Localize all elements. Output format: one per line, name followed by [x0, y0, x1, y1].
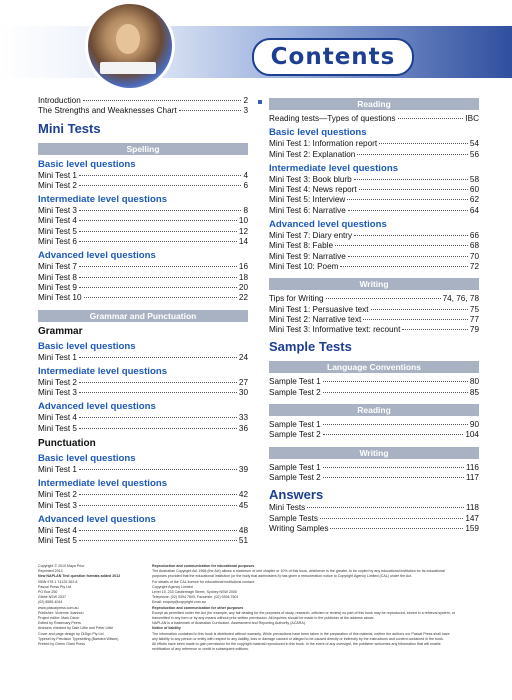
toc-row[interactable]: [38, 171, 248, 181]
toc-row[interactable]: [38, 206, 248, 216]
toc-page: 72: [469, 261, 479, 271]
footer-line: purposes provided that the educational institution (or the body that administers it) has given a remuneration notice to Copyright Agency Limited (CAL) under the Act.: [152, 574, 413, 579]
sample-writing-band: Writing: [269, 447, 479, 459]
toc-row[interactable]: [269, 206, 479, 216]
reading-basic-heading: Basic level questions: [269, 127, 367, 139]
toc-row-writing-tips[interactable]: [269, 294, 479, 304]
spelling-basic-heading: Basic level questions: [38, 158, 136, 170]
footer-line: Reproduction and communication for educational purposes: [152, 564, 255, 568]
toc-label: Mini Test 7:: [269, 231, 311, 241]
toc-page: 12: [238, 226, 248, 236]
footer-line: Copyright Agency Limited: [152, 584, 193, 589]
left-column: [38, 96, 248, 547]
leader-dots: [347, 199, 468, 200]
footer-line: Copyright © 2010 Maya Prior: [38, 564, 85, 568]
leader-dots: [348, 210, 468, 211]
leader-dots: [79, 185, 241, 186]
spelling-band: Spelling: [38, 143, 248, 155]
toc-page: 70: [469, 251, 479, 261]
toc-label: Mini Test 3:: [269, 325, 311, 335]
toc-label: Mini Test 5: [38, 423, 77, 433]
leader-dots: [363, 319, 468, 320]
toc-page: IBC: [465, 114, 479, 123]
toc-row[interactable]: [38, 378, 248, 388]
column-divider-marker: [258, 100, 262, 104]
toc-page: 30: [238, 388, 248, 398]
toc-row[interactable]: [269, 195, 479, 205]
leader-dots: [79, 266, 237, 267]
footer-line: Pascal Press Pty Ltd: [38, 584, 72, 589]
writing-band: Writing: [269, 278, 479, 290]
leader-dots: [323, 434, 464, 435]
toc-page: 18: [238, 272, 248, 282]
toc-detail: Narrative: [312, 205, 346, 215]
grammar-punctuation-band: Grammar and Punctuation: [38, 310, 248, 322]
footer-line: All efforts have been made to gain permission for the copyright material reproduced in this book. In the event of any oversight, the publisher welcomes any information that will enable: [152, 642, 441, 647]
footer-line: New NAPLAN Test question formats added 2012: [38, 574, 121, 579]
punctuation-advanced-heading: Advanced level questions: [38, 513, 156, 525]
footer-line: Telephone: (02) 9394 7600, Facsimile: (02) 9394 7601: [152, 595, 239, 600]
leader-dots: [79, 417, 237, 418]
toc-page: 117: [465, 472, 479, 482]
right-column: [269, 96, 479, 534]
toc-page: 33: [238, 413, 248, 423]
toc-label: Reading tests—Types of questions: [269, 114, 396, 123]
toc-detail: Narrative: [312, 251, 346, 261]
toc-label: Introduction: [38, 96, 81, 105]
toc-label: Mini Test 9:: [269, 251, 311, 261]
footer-line: Glebe NSW 2037: [38, 595, 66, 600]
toc-label: Sample Test 2: [269, 387, 321, 397]
toc-label: Mini Test 4: [38, 525, 77, 535]
copyright-footer: [38, 564, 480, 694]
footer-line: Reprinted 2013: [38, 569, 63, 574]
toc-page: 20: [238, 282, 248, 292]
toc-label: Mini Test 4: [38, 216, 77, 226]
reading-band: Reading: [269, 98, 479, 110]
toc-row[interactable]: [38, 413, 248, 423]
leader-dots: [79, 392, 237, 393]
toc-page: 36: [238, 423, 248, 433]
toc-row[interactable]: [269, 175, 479, 185]
toc-row[interactable]: [38, 490, 248, 500]
leader-dots: [79, 231, 237, 232]
footer-line: www.pascalpress.com.au: [38, 605, 79, 610]
toc-row[interactable]: [38, 262, 248, 272]
leader-dots: [330, 528, 463, 529]
footer-line: For details of the CAL licence for educational institutions contact:: [152, 579, 255, 584]
footer-line: Email: enquiry@copyright.com.au: [152, 600, 206, 605]
toc-label: Mini Test 3: [38, 388, 77, 398]
toc-label: Mini Test 2:: [269, 149, 311, 159]
toc-page: 42: [238, 490, 248, 500]
leader-dots: [354, 179, 468, 180]
footer-line: The Australian Copyright Act 1968 (the Act) allows a maximum of one chapter or 10% of this book, whichever is the greater, to be copied by any educational institution for its educational: [152, 569, 445, 574]
toc-label: Sample Tests: [269, 513, 318, 523]
toc-label: Mini Test 5: [38, 536, 77, 546]
footer-line: Cover and page design by DiZign Pty Ltd: [38, 631, 104, 636]
toc-row[interactable]: [269, 514, 479, 524]
leader-dots: [83, 100, 242, 101]
toc-page: 14: [238, 237, 248, 247]
grammar-intermediate-heading: Intermediate level questions: [38, 365, 168, 377]
punctuation-heading: Punctuation: [38, 438, 96, 450]
toc-row[interactable]: [38, 273, 248, 283]
toc-label: Mini Test 8:: [269, 241, 311, 251]
leader-dots: [79, 287, 237, 288]
footer-line: Except as permitted under the Act (for example, any fair dealing for the purposes of study, research, criticism or review) no part of this book may be reproduced, stored in a retrieval system, or: [152, 610, 455, 615]
toc-label: Mini Test 1: [38, 170, 77, 180]
toc-row[interactable]: [38, 526, 248, 536]
toc-page: 27: [238, 377, 248, 387]
toc-label: Mini Test 6:: [269, 205, 311, 215]
footer-line: Publisher: Vivienne Joannou: [38, 610, 84, 615]
leader-dots: [323, 392, 468, 393]
toc-label: Mini Test 2: [38, 377, 77, 387]
toc-detail: Book blurb: [312, 174, 352, 184]
footer-line: Printed by Green Giant Press: [38, 642, 85, 647]
toc-row[interactable]: [269, 524, 479, 534]
leader-dots: [323, 477, 464, 478]
toc-label: Sample Test 1: [269, 377, 321, 387]
toc-row[interactable]: [269, 473, 479, 483]
toc-label: Mini Test 3: [38, 500, 77, 510]
toc-page: 39: [238, 465, 248, 475]
toc-row[interactable]: [38, 181, 248, 191]
toc-row[interactable]: [269, 503, 479, 513]
leader-dots: [84, 297, 237, 298]
toc-label: Mini Test 3: [38, 206, 77, 216]
leader-dots: [79, 220, 237, 221]
toc-row[interactable]: [269, 420, 479, 430]
reading-intermediate-heading: Intermediate level questions: [269, 162, 399, 174]
spelling-intermediate-heading: Intermediate level questions: [38, 194, 168, 206]
toc-row[interactable]: [269, 252, 479, 262]
grammar-heading: Grammar: [38, 325, 83, 337]
toc-page: 3: [243, 106, 248, 116]
toc-page: 80: [469, 377, 479, 387]
leader-dots: [79, 469, 237, 470]
toc-label: Mini Test 10: [38, 293, 82, 303]
toc-row[interactable]: [269, 377, 479, 387]
toc-page: 51: [238, 536, 248, 546]
page-title: Contents: [270, 44, 396, 70]
toc-page: 90: [469, 420, 479, 430]
toc-label: Mini Test 9: [38, 282, 77, 292]
leader-dots: [323, 424, 468, 425]
toc-page: 16: [238, 262, 248, 272]
toc-label: Sample Test 2: [269, 472, 321, 482]
footer-line: Level 15, 233 Castlereagh Street, Sydney NSW 2000: [152, 590, 237, 595]
leader-dots: [79, 241, 237, 242]
footer-line: Reproduction and communication for other purposes: [152, 605, 244, 610]
toc-label: Sample Test 1: [269, 420, 321, 430]
toc-detail: Poem: [317, 261, 339, 271]
leader-dots: [79, 505, 237, 506]
toc-row[interactable]: [38, 216, 248, 226]
toc-row[interactable]: [38, 353, 248, 363]
toc-label: Mini Tests: [269, 503, 306, 513]
toc-page: 64: [469, 205, 479, 215]
toc-label: Mini Test 1: [38, 352, 77, 362]
toc-row[interactable]: [269, 139, 479, 149]
toc-label: Mini Test 6: [38, 237, 77, 247]
footer-line: Edited by Rosemary Peers: [38, 621, 81, 626]
toc-row[interactable]: [38, 293, 248, 303]
leader-dots: [79, 428, 237, 429]
toc-page: 56: [469, 149, 479, 159]
leader-dots: [354, 235, 468, 236]
toc-row[interactable]: [38, 465, 248, 475]
leader-dots: [348, 256, 468, 257]
footer-right: [152, 564, 480, 652]
language-conventions-band: Language Conventions: [269, 361, 479, 373]
leader-dots: [357, 154, 468, 155]
toc-page: 74, 76, 78: [442, 294, 479, 304]
toc-page: 2: [243, 96, 248, 105]
toc-row[interactable]: [38, 501, 248, 511]
toc-label: Mini Test 2: [38, 180, 77, 190]
toc-label: Mini Test 1:: [269, 139, 311, 149]
footer-line: any liability to any person or entity with respect to any liability, loss or damage caused or alleged to be caused directly or indirectly by the instructions and content contained in the book.: [152, 636, 444, 641]
footer-line: ISBN 978 1 74125 363 8: [38, 579, 78, 584]
toc-row[interactable]: [38, 388, 248, 398]
toc-row[interactable]: [269, 388, 479, 398]
footer-line: Notice of liability: [152, 626, 181, 631]
toc-label: Sample Test 1: [269, 462, 321, 472]
footer-line: Answers checked by Dale Little and Peter Little: [38, 626, 114, 631]
toc-row[interactable]: [269, 231, 479, 241]
toc-page: 118: [465, 503, 479, 513]
toc-page: 54: [469, 139, 479, 149]
sample-tests-heading: Sample Tests: [269, 339, 352, 355]
toc-page: 45: [238, 500, 248, 510]
footer-line: Typeset by Precision Typesetting (Barbara Wilson): [38, 636, 119, 641]
toc-label: The Strengths and Weaknesses Chart: [38, 106, 177, 116]
toc-page: 66: [469, 231, 479, 241]
toc-page: 8: [243, 206, 248, 216]
toc-row[interactable]: [269, 305, 479, 315]
toc-label: Mini Test 8: [38, 272, 77, 282]
sample-reading-band: Reading: [269, 404, 479, 416]
reading-advanced-heading: Advanced level questions: [269, 219, 387, 231]
toc-label: Mini Test 3:: [269, 174, 311, 184]
leader-dots: [335, 245, 468, 246]
toc-row[interactable]: [269, 262, 479, 272]
leader-dots: [323, 381, 468, 382]
toc-detail: News report: [312, 185, 357, 195]
title-pill: [252, 38, 414, 76]
toc-label: Mini Test 4: [38, 413, 77, 423]
toc-detail: Interview: [312, 195, 346, 205]
toc-label: Mini Test 5:: [269, 195, 311, 205]
toc-page: 147: [465, 513, 479, 523]
toc-page: 79: [469, 325, 479, 335]
header: [0, 0, 512, 92]
toc-label: Sample Test 2: [269, 430, 321, 440]
toc-row[interactable]: [269, 185, 479, 195]
grammar-basic-heading: Basic level questions: [38, 340, 136, 352]
toc-page: 62: [469, 195, 479, 205]
toc-detail: Persuasive text: [312, 304, 369, 314]
footer-left: [38, 564, 148, 647]
leader-dots: [79, 540, 237, 541]
footer-line: NAPLAN is a trademark of Australian Curriculum, Assessment and Reporting Authority (ACARA).: [152, 621, 306, 626]
toc-row[interactable]: [269, 463, 479, 473]
toc-label: Mini Test 2: [38, 490, 77, 500]
toc-row-strengths-chart[interactable]: [38, 106, 248, 116]
punctuation-basic-heading: Basic level questions: [38, 453, 136, 465]
photo-face: [116, 24, 140, 54]
leader-dots: [79, 494, 237, 495]
leader-dots: [359, 189, 468, 190]
toc-row[interactable]: [38, 227, 248, 237]
toc-detail: Explanation: [312, 149, 356, 159]
toc-label: Mini Test 1:: [269, 304, 311, 314]
toc-label: Writing Samples: [269, 523, 329, 533]
punctuation-intermediate-heading: Intermediate level questions: [38, 478, 168, 490]
toc-detail: Fable: [312, 241, 334, 251]
toc-page: 75: [469, 304, 479, 314]
toc-label: Mini Test 4:: [269, 185, 311, 195]
toc-row[interactable]: [38, 237, 248, 247]
toc-row[interactable]: [38, 424, 248, 434]
leader-dots: [398, 118, 464, 119]
toc-row[interactable]: [269, 315, 479, 325]
footer-line: rectification of any reference or credit in subsequent editions.: [152, 647, 249, 652]
toc-detail: Narrative text: [312, 314, 362, 324]
toc-row[interactable]: [269, 150, 479, 160]
toc-page: 58: [469, 174, 479, 184]
toc-page: 77: [469, 314, 479, 324]
toc-label: Mini Test 10:: [269, 261, 315, 271]
toc-label: Tips for Writing: [269, 294, 324, 304]
toc-label: Mini Test 2:: [269, 314, 311, 324]
leader-dots: [326, 298, 441, 299]
toc-page: 24: [238, 352, 248, 362]
toc-page: 4: [243, 170, 248, 180]
toc-label: Mini Test 7: [38, 262, 77, 272]
toc-label: Mini Test 5: [38, 226, 77, 236]
leader-dots: [307, 507, 464, 508]
toc-label: Mini Test 1: [38, 465, 77, 475]
footer-line: transmitted in any form or by any means without prior written permission. All inquiries should be made to the publisher at the address above.: [152, 616, 375, 621]
toc-detail: Information report: [312, 139, 378, 149]
leader-dots: [79, 530, 237, 531]
toc-detail: Informative text: recount: [312, 325, 401, 335]
toc-row[interactable]: [269, 430, 479, 440]
toc-page: 22: [238, 293, 248, 303]
grammar-advanced-heading: Advanced level questions: [38, 401, 156, 413]
toc-page: 6: [243, 180, 248, 190]
toc-row[interactable]: [269, 241, 479, 251]
toc-page: 68: [469, 241, 479, 251]
leader-dots: [320, 518, 463, 519]
toc-page: 85: [469, 387, 479, 397]
toc-row[interactable]: [38, 536, 248, 546]
toc-page: 159: [465, 523, 479, 533]
leader-dots: [79, 277, 237, 278]
toc-row[interactable]: [269, 325, 479, 335]
toc-row[interactable]: [38, 283, 248, 293]
footer-line: The information contained in this book is distributed without warranty. While precautions have been taken in the preparation of this material, neither the authors nor Pascal Press shall have: [152, 631, 450, 636]
leader-dots: [179, 110, 242, 111]
leader-dots: [402, 329, 468, 330]
leader-dots: [79, 175, 241, 176]
spelling-advanced-heading: Advanced level questions: [38, 250, 156, 262]
leader-dots: [79, 210, 241, 211]
toc-page: 116: [465, 462, 479, 472]
toc-page: 10: [238, 216, 248, 226]
footer-line: Project editor: Mark Dixon: [38, 616, 80, 621]
footer-line: (02) 8585 4044: [38, 600, 63, 605]
toc-row-introduction[interactable]: [38, 96, 248, 106]
toc-row-reading-types[interactable]: [269, 114, 479, 124]
leader-dots: [79, 382, 237, 383]
toc-page: 104: [465, 430, 479, 440]
answers-heading: Answers: [269, 487, 324, 503]
leader-dots: [323, 467, 464, 468]
leader-dots: [79, 357, 237, 358]
mini-tests-heading: Mini Tests: [38, 120, 101, 136]
toc-detail: Diary entry: [312, 231, 353, 241]
footer-line: PO Box 250: [38, 590, 58, 595]
leader-dots: [371, 309, 468, 310]
photo-book: [100, 62, 156, 74]
leader-dots: [379, 143, 468, 144]
cover-photo: [88, 4, 172, 88]
toc-page: 60: [469, 185, 479, 195]
toc-page: 48: [238, 525, 248, 535]
leader-dots: [340, 266, 467, 267]
